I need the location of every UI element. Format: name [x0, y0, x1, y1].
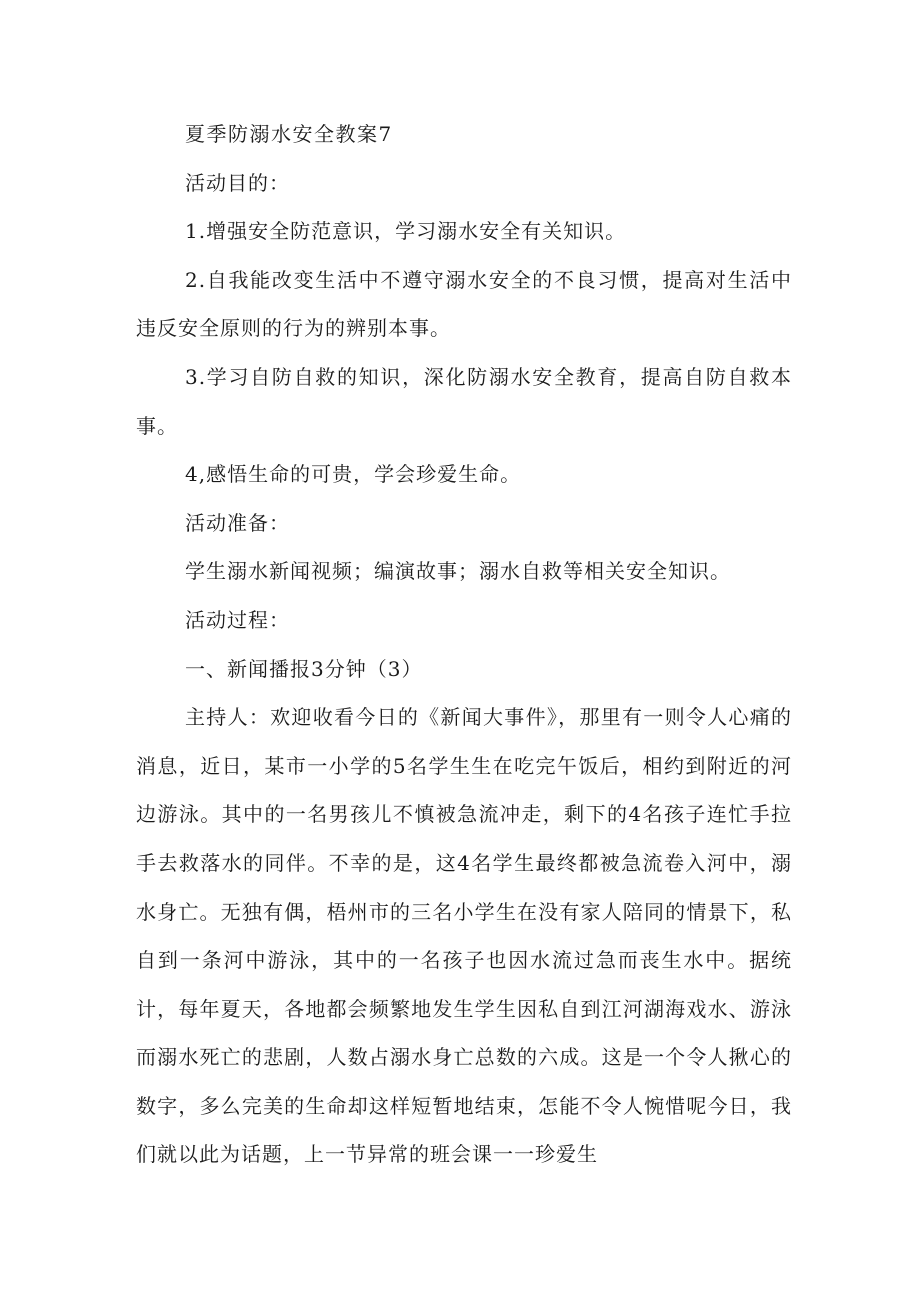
heading-activity-process: 活动过程：: [185, 607, 290, 632]
goal-item-3: 3.学习自防自救的知识，深化防溺水安全教育，提高自防自救本事。: [136, 364, 792, 438]
heading-activity-preparation: 活动准备：: [185, 510, 290, 535]
goal-item-2: 2.自我能改变生活中不遵守溺水安全的不良习惯，提高对生活中违反安全原则的行为的辨别本事。: [136, 267, 792, 341]
goal-item-4: 4,感悟生命的可贵，学会珍爱生命。: [185, 462, 522, 487]
section-heading-news: 一、新闻播报3分钟（3）: [185, 656, 423, 681]
document-body: [136, 110, 792, 1179]
preparation-text: 学生溺水新闻视频；编演故事；溺水自救等相关安全知识。: [185, 559, 731, 584]
goal-item-1: 1.增强安全防范意识，学习溺水安全有关知识。: [185, 219, 627, 244]
heading-activity-goal: 活动目的：: [185, 170, 290, 195]
document-title: 夏季防溺水安全教案7: [185, 122, 393, 146]
host-speech-paragraph: 主持人：欢迎收看今日的《新闻大事件》，那里有一则令人心痛的消息，近日，某市一小学的5名学生生在吃完午饭后，相约到附近的河边游泳。其中的一名男孩儿不慎被急流冲走，剩下的4名孩子连忙手拉手去救落水的同伴。不幸的是，这4名学生最终都被急流卷入河中，溺水身亡。无独有偶，梧州市的三名小学生在没有家人陪同的情景下，私自到一条河中游泳，其中的一名孩子也因水流过急而丧生水中。据统计，每年夏天，各地都会频繁地发生学生因私自到江河湖海戏水、游泳而溺水死亡的悲剧，人数占溺水身亡总数的六成。这是一个令人揪心的数字，多么完美的生命却这样短暂地结束，怎能不令人惋惜呢今日，我们就以此为话题，上一节异常的班会课一一珍爱生: [136, 705, 792, 1167]
